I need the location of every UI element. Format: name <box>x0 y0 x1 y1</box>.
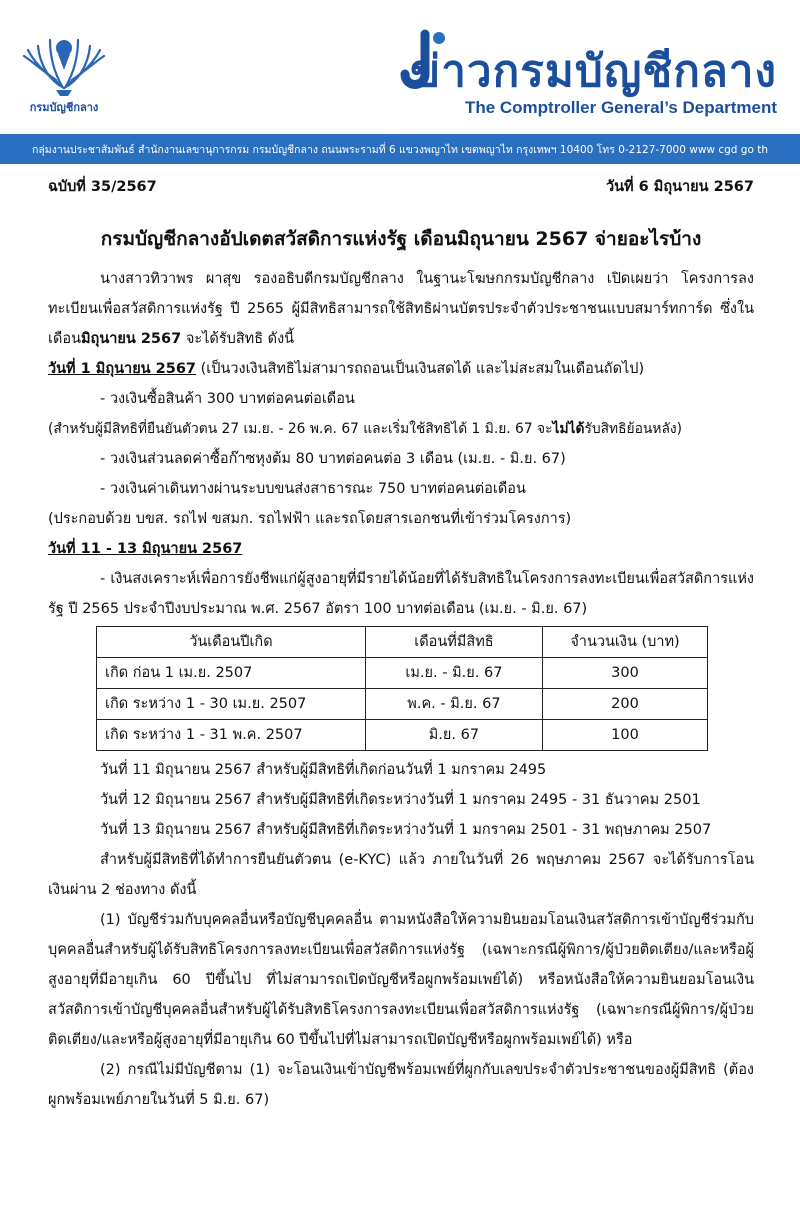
table-cell-amount: 200 <box>543 689 708 720</box>
doc-number: ฉบับที่ 35/2567 <box>48 179 157 195</box>
garuda-logo <box>20 26 108 122</box>
brand-block <box>395 28 785 120</box>
intro-bold: มิถุนายน 2567 <box>81 331 182 347</box>
address-text: กลุ่มงานประชาสัมพันธ์ สำนักงานเลขานุการกรม กรมบัญชีกลาง ถนนพระรามที่ 6 แขวงพญาไท เขตพญาไท กรุงเทพฯ 10400 โทร 0-2127-7000 www cgd go th <box>32 144 768 156</box>
table-cell-months: มิ.ย. 67 <box>365 720 542 751</box>
doc-meta <box>48 172 754 202</box>
table-header-amount: จำนวนเงิน (บาท) <box>543 627 708 658</box>
table-header-birth: วันเดือนปีเกิด <box>97 627 366 658</box>
payment-date-2: วันที่ 12 มิถุนายน 2567 สำหรับผู้มีสิทธิที่เกิดระหว่างวันที่ 1 มกราคม 2495 - 31 ธันวาคม 2501 <box>100 792 701 808</box>
section1-item1: - วงเงินซื้อสินค้า 300 บาทต่อคนต่อเดือน <box>100 391 355 407</box>
page-header <box>0 0 800 126</box>
table-cell-amount: 100 <box>543 720 708 751</box>
table-row <box>97 720 708 751</box>
section2-heading: วันที่ 11 - 13 มิถุนายน 2567 <box>48 541 243 557</box>
section1-heading-line <box>48 354 754 384</box>
table-cell-months: พ.ค. - มิ.ย. 67 <box>365 689 542 720</box>
logo-text: กรมบัญชีกลาง <box>29 101 99 114</box>
table-cell-months: เม.ย. - มิ.ย. 67 <box>365 658 542 689</box>
item1-note-a: (สำหรับผู้มีสิทธิที่ยืนยันตัวตน 27 เม.ย. - 26 พ.ค. 67 และเริ่มใช้สิทธิได้ 1 มิ.ย. 67 จะ <box>48 421 553 437</box>
table-cell-birth: เกิด ระหว่าง 1 - 30 เม.ย. 2507 <box>97 689 366 720</box>
brand-thai-title: ข่าวกรมบัญชีกลาง <box>410 46 777 97</box>
section1-item1-note <box>48 414 754 444</box>
payment-date-3: วันที่ 13 มิถุนายน 2567 สำหรับผู้มีสิทธิที่เกิดระหว่างวันที่ 1 มกราคม 2501 - 31 พฤษภาคม 2507 <box>100 822 712 838</box>
item1-note-bold: ไม่ได้ <box>552 421 585 437</box>
table-row <box>97 689 708 720</box>
section1-heading: วันที่ 1 มิถุนายน 2567 <box>48 361 197 377</box>
intro-text: นางสาวทิวาพร ผาสุข รองอธิบดีกรมบัญชีกลาง ในฐานะโฆษกกรมบัญชีกลาง เปิดเผยว่า โครงการลงทะเบียนเพื่อสวัสดิการแห่งรัฐ ปี 2565 ผู้มีสิทธิสามารถใช้สิทธิผ่านบัตรประจำตัวประชาชนแบบสมาร์ทการ์ด ซึ่งในเดือน <box>48 271 754 347</box>
item1-note-b: รับสิทธิย้อนหลัง) <box>584 421 683 437</box>
ekyc-paragraph: สำหรับผู้มีสิทธิที่ได้ทำการยืนยันตัวตน (e-KYC) แล้ว ภายในวันที่ 26 พฤษภาคม 2567 จะได้รับการโอนเงินผ่าน 2 ช่องทาง ดังนี้ <box>48 852 754 898</box>
intro-paragraph <box>48 264 754 354</box>
document-body <box>48 172 754 1115</box>
section1-item3-note: (ประกอบด้วย บขส. รถไฟ ขสมก. รถไฟฟ้า และรถโดยสารเอกชนที่เข้าร่วมโครงการ) <box>48 511 572 527</box>
address-bar-text-wrap <box>0 134 800 164</box>
table-header-row <box>97 627 708 658</box>
section1-item2: - วงเงินส่วนลดค่าซื้อก๊าซหุงต้ม 80 บาทต่อคนต่อ 3 เดือน (เม.ย. - มิ.ย. 67) <box>100 451 566 467</box>
table-row <box>97 658 708 689</box>
doc-date: วันที่ 6 มิถุนายน 2567 <box>605 179 754 195</box>
table-cell-birth: เกิด ระหว่าง 1 - 31 พ.ค. 2507 <box>97 720 366 751</box>
section1-item3: - วงเงินค่าเดินทางผ่านระบบขนส่งสาธารณะ 750 บาทต่อคนต่อเดือน <box>100 481 526 497</box>
intro-tail: จะได้รับสิทธิ ดังนี้ <box>181 331 295 347</box>
doc-title: กรมบัญชีกลางอัปเดตสวัสดิการแห่งรัฐ เดือนมิถุนายน 2567 จ่ายอะไรบ้าง <box>100 228 702 250</box>
garuda-icon <box>20 26 108 100</box>
section2-heading-line <box>48 534 754 564</box>
table-header-months: เดือนที่มีสิทธิ <box>365 627 542 658</box>
channel-2-paragraph: (2) กรณีไม่มีบัญชีตาม (1) จะโอนเงินเข้าบัญชีพร้อมเพย์ที่ผูกกับเลขประจำตัวประชาชนของผู้มีสิทธิ (ต้องผูกพร้อมเพย์ภายในวันที่ 5 มิ.ย. 67) <box>48 1062 754 1108</box>
benefit-table <box>96 626 708 751</box>
section1-note: (เป็นวงเงินสิทธิไม่สามารถถอนเป็นเงินสดได้ และไม่สะสมในเดือนถัดไป) <box>196 361 645 377</box>
channel-1-paragraph: (1) บัญชีร่วมกับบุคคลอื่นหรือบัญชีบุคคลอื่น ตามหนังสือให้ความยินยอมโอนเงินสวัสดิการเข้าบัญชีร่วมกับบุคคลอื่นสำหรับผู้ได้รับสิทธิโครงการลงทะเบียนเพื่อสวัสดิการแห่งรัฐ (เฉพาะกรณีผู้พิการ/ผู้ป่วยติดเตียง/และหรือผู้สูงอายุที่มีอายุเกิน 60 ปีขึ้นไป ที่ไม่สามารถเปิดบัญชีหรือผูกพร้อมเพย์ได้) หรือหนังสือให้ความยินยอมโอนเงินสวัสดิการเข้าบัญชีบุคคลอื่นสำหรับผู้ได้รับสิทธิโครงการลงทะเบียนเพื่อสวัสดิการแห่งรัฐ (เฉพาะกรณีผู้พิการ/ผู้ป่วยติดเตียง/และหรือผู้สูงอายุที่มีอายุเกิน 60 ปีขึ้นไปที่ไม่สามารถเปิดบัญชีหรือผูกพร้อมเพย์ได้) หรือ <box>48 912 754 1048</box>
brand-english-title: The Comptroller General’s Department <box>464 98 777 117</box>
payment-date-1: วันที่ 11 มิถุนายน 2567 สำหรับผู้มีสิทธิที่เกิดก่อนวันที่ 1 มกราคม 2495 <box>100 762 547 778</box>
section2-text: - เงินสงเคราะห์เพื่อการยังชีพแก่ผู้สูงอายุที่มีรายได้น้อยที่ได้รับสิทธิในโครงการลงทะเบียนเพื่อสวัสดิการแห่งรัฐ ปี 2565 ประจำปีงบประมาณ พ.ศ. 2567 อัตรา 100 บาทต่อเดือน (เม.ย. - มิ.ย. 67) <box>48 571 754 617</box>
table-cell-amount: 300 <box>543 658 708 689</box>
table-cell-birth: เกิด ก่อน 1 เม.ย. 2507 <box>97 658 366 689</box>
